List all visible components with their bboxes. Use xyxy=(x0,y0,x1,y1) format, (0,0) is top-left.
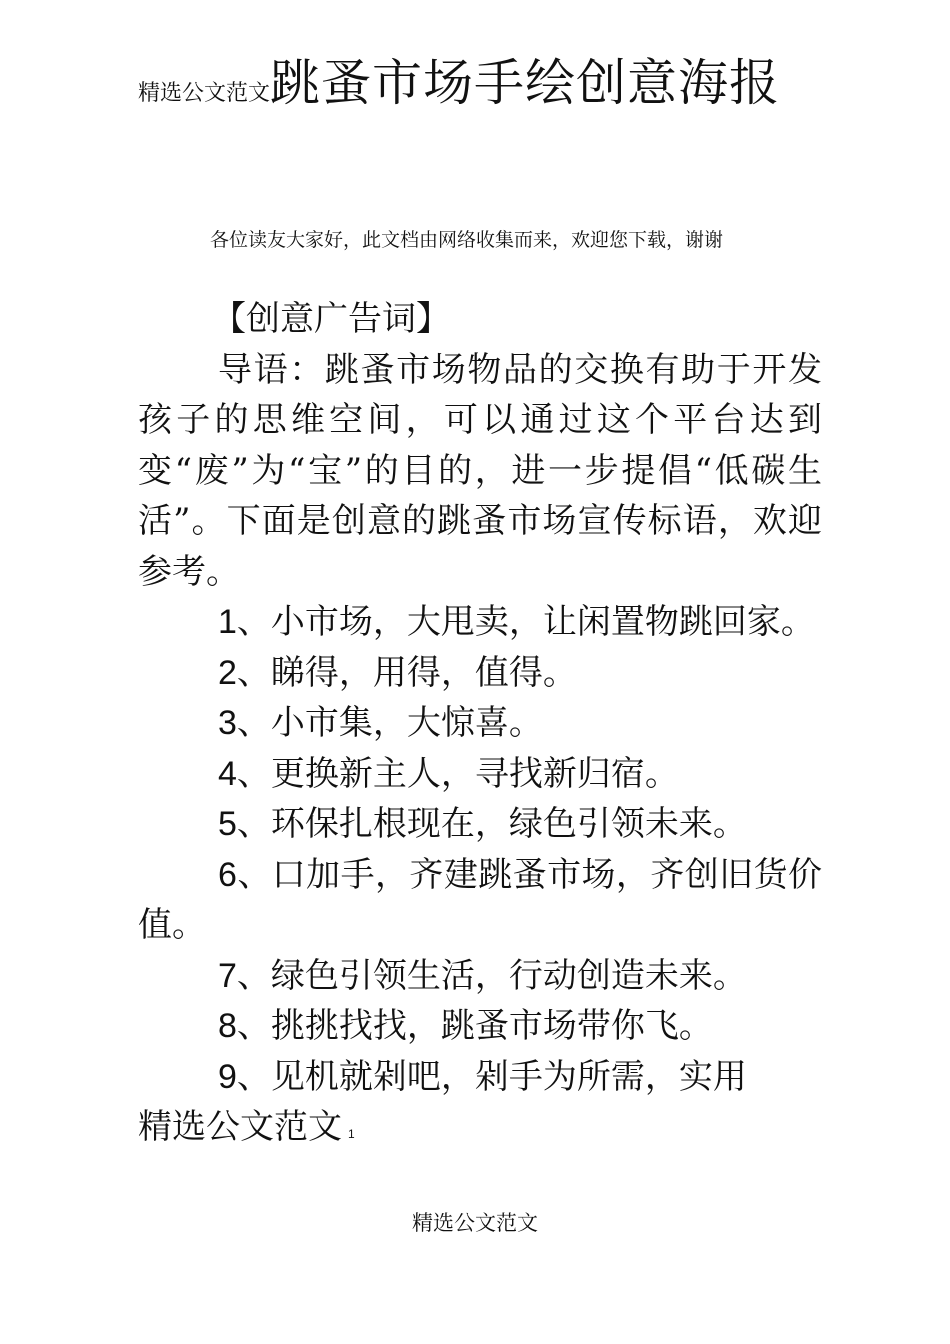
title-prefix: 精选公文范文 xyxy=(138,81,271,106)
intro-note: 各位读友大家好，此文档由网络收集而来，欢迎您下载，谢谢 xyxy=(210,229,724,251)
slogan-number: 8 xyxy=(218,1007,237,1045)
footer-inline xyxy=(138,1102,822,1160)
slogan-text: 、睇得，用得，值得。 xyxy=(236,652,577,693)
slogan-number: 7 xyxy=(218,956,237,995)
slogan-item xyxy=(138,597,822,648)
slogan-number: 2 xyxy=(218,653,237,692)
body-text xyxy=(138,294,822,1160)
slogan-item xyxy=(138,749,822,800)
slogan-text: 、小市集，大惊喜。 xyxy=(236,703,543,743)
slogan-text: 、小市场，大甩卖，让闲置物跳回家。 xyxy=(236,602,815,642)
slogan-item xyxy=(138,1052,822,1103)
section-heading: 【创意广告词】 xyxy=(212,299,450,339)
lead-paragraph: 导语：跳蚤市场物品的交换有助于开发孩子的思维空间，可以通过这个平台达到变“废”为“宝”的目的，进一步提倡“低碳生活”。下面是创意的跳蚤市场宣传标语，欢迎参考。 xyxy=(138,349,822,592)
slogan-number: 4 xyxy=(218,754,237,793)
slogan-text: 、见机就剁吧，剁手为所需，实用 xyxy=(236,1056,747,1097)
slogan-text: 、更换新主人，寻找新归宿。 xyxy=(236,753,679,794)
slogan-item xyxy=(138,850,822,951)
slogan-item xyxy=(138,799,822,850)
footer-center-text: 精选公文范文 xyxy=(412,1211,538,1235)
slogan-text: 、挑挑找找，跳蚤市场带你飞。 xyxy=(236,1006,713,1046)
slogan-item xyxy=(138,951,822,1002)
slogan-text: 、环保扎根现在，绿色引领未来。 xyxy=(236,804,747,844)
document-title xyxy=(138,52,828,126)
title-main: 跳蚤市场手绘创意海报 xyxy=(270,54,781,112)
slogan-text: 、绿色引领生活，行动创造未来。 xyxy=(236,955,747,996)
footer-inline-text: 精选公文范文 xyxy=(138,1107,342,1147)
slogan-item xyxy=(138,698,822,749)
page-number: 1 xyxy=(348,1127,355,1141)
slogan-item xyxy=(138,1001,822,1052)
slogan-number: 5 xyxy=(218,805,237,843)
slogan-item xyxy=(138,648,822,699)
slogan-number: 9 xyxy=(218,1057,237,1096)
slogan-text: 、口加手，齐建跳蚤市场，齐创旧货价值。 xyxy=(138,854,822,945)
slogan-number: 1 xyxy=(218,603,237,641)
slogan-number: 6 xyxy=(218,855,237,894)
slogan-number: 3 xyxy=(218,704,237,742)
